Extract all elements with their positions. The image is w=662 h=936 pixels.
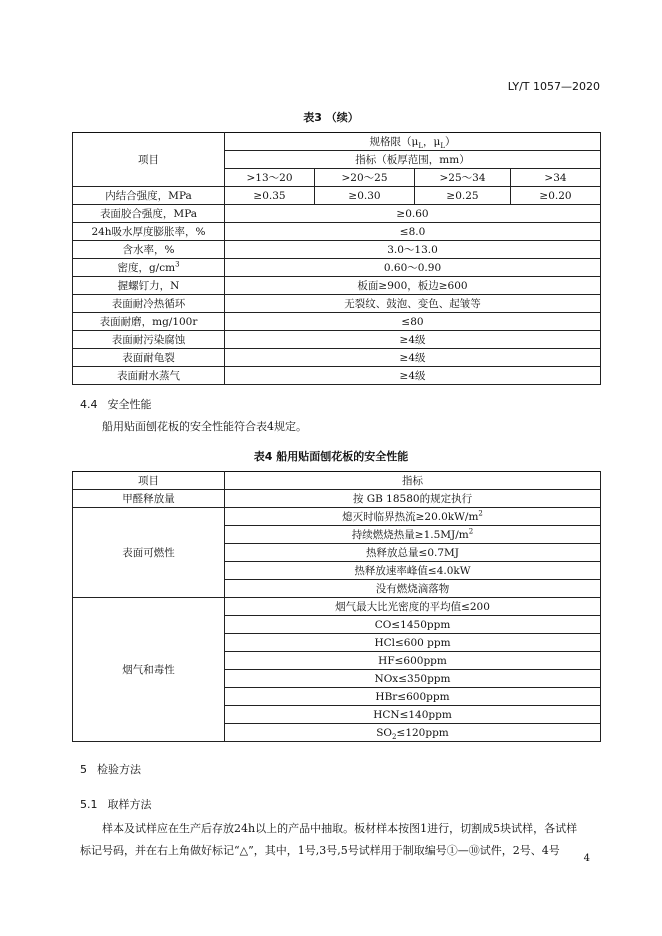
table-row — [73, 241, 601, 259]
row-value: 按 GB 18580的规定执行 — [225, 490, 601, 508]
row-value: ≥0.20 — [511, 187, 601, 205]
table3-caption: 表3 （续） — [303, 111, 359, 124]
row-value: CO≤1450ppm — [225, 616, 601, 634]
row-value: 没有燃烧滴落物 — [225, 580, 601, 598]
section-4-4-heading: 4.4 安全性能 — [80, 398, 152, 411]
row-value: ≤8.0 — [225, 223, 601, 241]
table-row — [73, 259, 601, 277]
row-value: 板面≥900，板边≥600 — [225, 277, 601, 295]
standard-code: LY/T 1057—2020 — [507, 80, 600, 93]
row-value: ≥0.30 — [315, 187, 415, 205]
table-row — [73, 277, 601, 295]
row-value: ≥0.25 — [415, 187, 511, 205]
row-value: ≥4级 — [225, 367, 601, 385]
row-label: 烟气和毒性 — [73, 598, 225, 742]
table3-header-index: 指标（板厚范围，mm） — [225, 151, 601, 169]
table4-caption: 表4 船用贴面刨花板的安全性能 — [253, 450, 409, 463]
row-label: 表面耐污染腐蚀 — [73, 331, 225, 349]
row-value: $SO_2\le 120ppm$ — [225, 724, 601, 742]
table-row — [73, 598, 601, 616]
row-label: 表面胶合强度，MPa — [73, 205, 225, 223]
row-label: 甲醛释放量 — [73, 490, 225, 508]
section-5-1-heading: 5.1 取样方法 — [80, 798, 152, 811]
table-row — [73, 331, 601, 349]
row-value: 0.60～0.90 — [225, 259, 601, 277]
row-value: HBr≤600ppm — [225, 688, 601, 706]
row-value: ≤80 — [225, 313, 601, 331]
row-value: 熄灭时临界热流$\ge 20.0kW/m^2$ — [225, 508, 601, 526]
row-value: HCN≤140ppm — [225, 706, 601, 724]
range-cell: >34 — [511, 169, 601, 187]
row-label: 表面耐龟裂 — [73, 349, 225, 367]
row-value: 无裂纹、鼓泡、变色、起皱等 — [225, 295, 601, 313]
table4-header-item: 项目 — [73, 472, 225, 490]
table3-header-item: 项目 — [73, 133, 225, 187]
row-label: 密度，$g/cm^3$ — [73, 259, 225, 277]
table-row — [73, 367, 601, 385]
table-row — [73, 349, 601, 367]
table-row — [73, 490, 601, 508]
row-value: NOx≤350ppm — [225, 670, 601, 688]
row-label: 表面耐磨，mg/100r — [73, 313, 225, 331]
row-value: 热释放速率峰值≤4.0kW — [225, 562, 601, 580]
section-4-4-text: 船用贴面刨花板的安全性能符合表4规定。 — [102, 420, 307, 433]
row-label: 内结合强度，MPa — [73, 187, 225, 205]
table-row — [73, 187, 601, 205]
row-label: 含水率，% — [73, 241, 225, 259]
row-label: 表面耐水蒸气 — [73, 367, 225, 385]
text-line: 样本及试样应在生产后存放24h以上的产品中抽取。板材样本按图1进行，切割成5块试样，各试样 — [102, 822, 578, 835]
page-number: 4 — [583, 853, 590, 864]
range-cell: >20～25 — [315, 169, 415, 187]
row-value: ≥4级 — [225, 331, 601, 349]
section-5-1-text — [80, 818, 610, 862]
row-value: 热释放总量≤0.7MJ — [225, 544, 601, 562]
range-cell: >25～34 — [415, 169, 511, 187]
row-label: 表面可燃性 — [73, 508, 225, 598]
row-value: ≥4级 — [225, 349, 601, 367]
text-line: 标记号码，并在右上角做好标记“△”，其中，1号,3号,5号试样用于制取编号①—⑩试件，2号、4号 — [80, 844, 560, 857]
section-5-heading: 5 检验方法 — [80, 763, 141, 776]
row-value: HF≤600ppm — [225, 652, 601, 670]
row-value: ≥0.60 — [225, 205, 601, 223]
row-value: HCl≤600 ppm — [225, 634, 601, 652]
table3-header-spec: 规格限（$\mu_L$，$\mu_L$） — [225, 133, 601, 151]
table-row — [73, 205, 601, 223]
row-label: 表面耐冷热循环 — [73, 295, 225, 313]
row-value: 烟气最大比光密度的平均值≤200 — [225, 598, 601, 616]
row-value: 3.0～13.0 — [225, 241, 601, 259]
row-value: ≥0.35 — [225, 187, 315, 205]
range-cell: >13～20 — [225, 169, 315, 187]
table4-header-index: 指标 — [225, 472, 601, 490]
table-row — [73, 295, 601, 313]
row-value: 持续燃烧热量$\ge 1.5MJ/m^2$ — [225, 526, 601, 544]
row-label: 24h吸水厚度膨胀率，% — [73, 223, 225, 241]
table4 — [72, 471, 601, 742]
table-row — [73, 313, 601, 331]
table-row — [73, 508, 601, 526]
table3 — [72, 132, 601, 385]
table-row — [73, 223, 601, 241]
row-label: 握螺钉力，N — [73, 277, 225, 295]
